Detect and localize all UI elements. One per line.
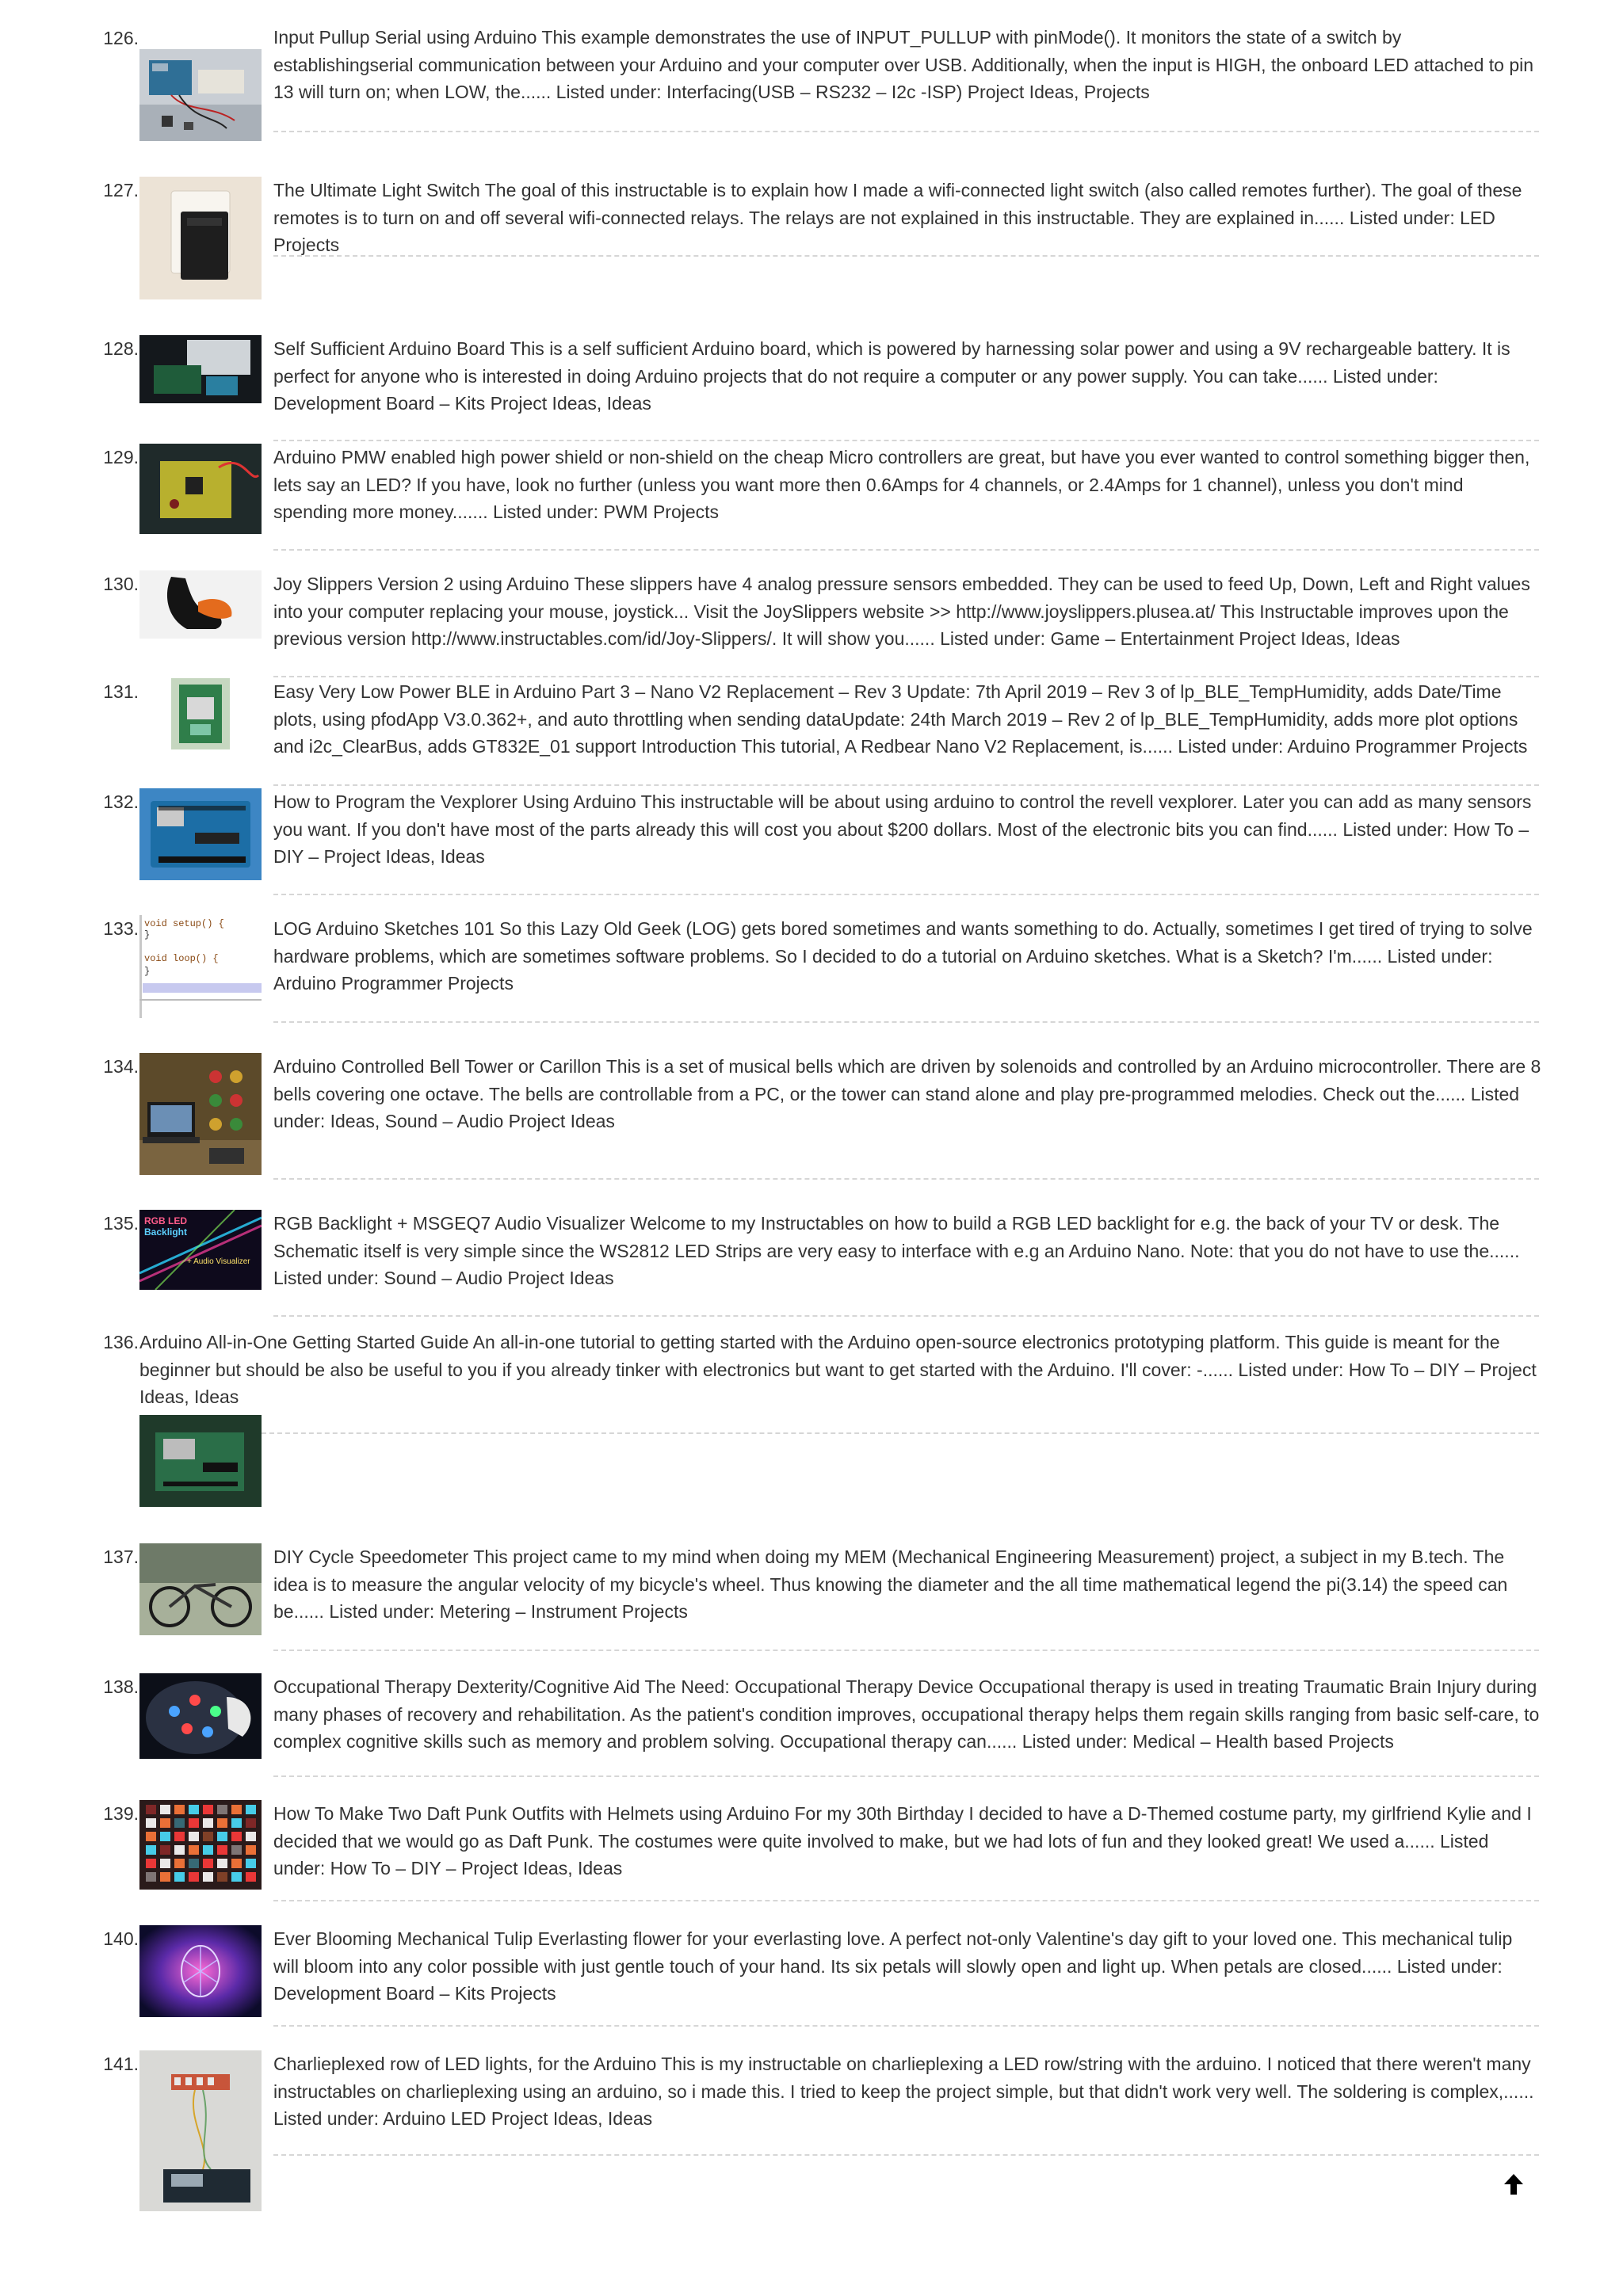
thumbnail-solar-board[interactable] xyxy=(139,335,262,403)
led-cell xyxy=(160,1832,170,1841)
code-line: } xyxy=(144,966,151,977)
led-cell xyxy=(189,1872,199,1882)
led-cell xyxy=(231,1832,242,1841)
thumbnail-nano-ble[interactable] xyxy=(171,678,230,749)
led-cell xyxy=(246,1859,256,1868)
led-cell xyxy=(189,1832,199,1841)
item-number: 127. xyxy=(103,180,139,200)
led-cell xyxy=(203,1872,213,1882)
item-number: 135. xyxy=(103,1213,139,1234)
item-description[interactable]: Occupational Therapy Dexterity/Cognitive Aid The Need: Occupational Therapy Device Occupational therapy is used in treating Traumatic Brain Injury during many phases of recovery and rehabilitation. As the patient's condition improves, occupational therapy helps them regain skills ranging from basic self-care, to complex cognitive skills such as memory and problem solving. Occupational therapy can...... Listed under: Medical – Health based Projects xyxy=(273,1676,1540,1752)
thumbnail-rgb-visualizer[interactable] xyxy=(139,1210,262,1290)
thumb-label: + Audio Visualizer xyxy=(187,1257,250,1266)
item-number: 138. xyxy=(103,1676,139,1697)
separator xyxy=(273,676,1539,677)
item-description[interactable]: RGB Backlight + MSGEQ7 Audio Visualizer Welcome to my Instructables on how to build a RGB LED backlight for e.g. the back of your TV or desk. The Schematic itself is very simple since the WS2812 LED Strips are very easy to interface with e.g an Arduino Nano. Note: that you do not have to use the...... Listed under: Sound – Audio Project Ideas xyxy=(273,1213,1520,1288)
led-cell xyxy=(160,1845,170,1855)
item-number: 140. xyxy=(103,1928,139,1949)
led-cell xyxy=(217,1818,227,1828)
led-cell xyxy=(203,1845,213,1855)
led-cell xyxy=(174,1818,185,1828)
led-cell xyxy=(231,1845,242,1855)
led-cell xyxy=(174,1872,185,1882)
item-description[interactable]: Input Pullup Serial using Arduino This example demonstrates the use of INPUT_PULLUP with pinMode(). It monitors the state of a switch by establishingserial communication between your Arduino and your computer over USB. Additionally, when the input is HIGH, the onboard LED attached to pin 13 will turn on; when LOW, the...... Listed under: Interfacing(USB – RS232 – I2c -ISP) Project Ideas, Projects xyxy=(273,27,1534,102)
separator xyxy=(273,131,1539,132)
separator xyxy=(273,1315,1539,1317)
led-cell xyxy=(246,1818,256,1828)
led-cell xyxy=(217,1805,227,1814)
thumbnail-arduino-guide[interactable] xyxy=(139,1415,262,1507)
thumbnail-bell-tower[interactable] xyxy=(139,1053,262,1175)
item-number: 134. xyxy=(103,1056,139,1077)
separator xyxy=(273,255,1539,257)
item-description[interactable]: The Ultimate Light Switch The goal of this instructable is to explain how I made a wifi-connected light switch (also called remotes further). The goal of these remotes is to turn on and off several wifi-connected relays. The relays are not explained in this instructable. They are explained in...... Listed under: LED Projects xyxy=(273,180,1522,255)
item-number: 128. xyxy=(103,338,139,359)
thumbnail-light-switch[interactable] xyxy=(139,177,262,299)
item-number: 139. xyxy=(103,1803,139,1824)
item-description[interactable]: Arduino Controlled Bell Tower or Carillon This is a set of musical bells which are driven by solenoids and controlled by an Arduino microcontroller. There are 8 bells covering one octave. The bells are controllable from a PC, or the tower can stand alone and play pre-programmed melodies. Check out the...... Listed under: Ideas, Sound – Audio Project Ideas xyxy=(273,1056,1541,1131)
item-description[interactable]: Self Sufficient Arduino Board This is a self sufficient Arduino board, which is powered by harnessing solar power and using a 9V rechargeable battery. It is perfect for anyone who is interested in doing Arduino projects that do not require a computer or any power supply. You can take...... Listed under: Development Board – Kits Project Ideas, Ideas xyxy=(273,338,1510,414)
led-cell xyxy=(146,1872,156,1882)
item-description[interactable]: DIY Cycle Speedometer This project came to my mind when doing my MEM (Mechanical Engineering Measurement) project, a subject in my B.tech. The idea is to measure the angular velocity of my bicycle's wheel. Thus knowing the diameter and the all time mathematical legend the pi(3.14) the speed can be...... Listed under: Metering – Instrument Projects xyxy=(273,1547,1508,1622)
separator xyxy=(273,1178,1539,1180)
code-line: void setup() { xyxy=(144,918,224,929)
item-description[interactable]: LOG Arduino Sketches 101 So this Lazy Old Geek (LOG) gets bored sometimes and wants something to do. Actually, sometimes I get tired of trying to solve hardware problems, which are sometimes software problems. So I decided to do a tutorial on Arduino sketches. What is a Sketch? I'm...... Listed under: Arduino Programmer Projects xyxy=(273,918,1533,994)
led-cell xyxy=(160,1859,170,1868)
thumbnail-breadboard[interactable] xyxy=(139,49,262,141)
arrow-up-icon xyxy=(1500,2171,1527,2198)
led-cell xyxy=(146,1818,156,1828)
item-number: 132. xyxy=(103,791,139,812)
led-cell xyxy=(231,1818,242,1828)
led-cell xyxy=(189,1859,199,1868)
item-number: 136. xyxy=(103,1332,139,1352)
thumbnail-arduino-uno[interactable] xyxy=(139,788,262,880)
thumbnail-charlieplex[interactable] xyxy=(139,2050,262,2211)
scroll-to-top-button[interactable] xyxy=(1500,2171,1527,2198)
item-number: 131. xyxy=(103,681,139,702)
led-cell xyxy=(174,1805,185,1814)
separator xyxy=(273,549,1539,551)
code-line: } xyxy=(144,929,151,940)
item-description[interactable]: How To Make Two Daft Punk Outfits with Helmets using Arduino For my 30th Birthday I decided to have a D-Themed costume party, my girlfriend Kylie and I decided that we would go as Daft Punk. The costumes were quite involved to make, but we had lots of fun and they looked great! We used a...... Listed under: How To – DIY – Project Ideas, Ideas xyxy=(273,1803,1532,1878)
led-cell xyxy=(203,1818,213,1828)
led-cell xyxy=(160,1818,170,1828)
thumbnail-bicycle[interactable] xyxy=(139,1543,262,1635)
led-cell xyxy=(246,1872,256,1882)
separator xyxy=(273,894,1539,895)
led-cell xyxy=(160,1805,170,1814)
led-cell xyxy=(246,1845,256,1855)
thumbnail-tulip[interactable] xyxy=(139,1925,262,2017)
separator xyxy=(262,1432,1539,1434)
led-cell xyxy=(146,1845,156,1855)
item-number: 129. xyxy=(103,447,139,467)
thumbnail-therapy-aid[interactable] xyxy=(139,1673,262,1759)
led-cell xyxy=(246,1832,256,1841)
led-cell xyxy=(217,1845,227,1855)
thumb-label: RGB LED xyxy=(144,1215,187,1226)
led-cell xyxy=(160,1872,170,1882)
led-cell xyxy=(146,1832,156,1841)
item-number: 133. xyxy=(103,918,139,939)
item-description[interactable]: Easy Very Low Power BLE in Arduino Part 3 – Nano V2 Replacement – Rev 3 Update: 7th April 2019 – Rev 3 of lp_BLE_TempHumidity, adds Date/Time plots, using pfodApp V3.0.362+, and auto throttling when sending dataUpdate: 24th March 2019 – Rev 2 of lp_BLE_TempHumidity, adds more plot options and i2c_ClearBus, adds GT832E_01 support Introduction This tutorial, A Redbear Nano V2 Replacement, is...... Listed under: Arduino Programmer Projects xyxy=(273,681,1528,757)
item-number: 137. xyxy=(103,1547,139,1567)
item-number: 126. xyxy=(103,28,139,48)
led-cell xyxy=(203,1859,213,1868)
thumbnail-joy-slippers[interactable] xyxy=(139,570,262,639)
item-description[interactable]: Charlieplexed row of LED lights, for the Arduino This is my instructable on charlieplexing a LED row/string with the arduino. I noticed that there weren't many instructables on charlieplexing using an arduino, so i made this. I tried to keep the project simple, but that didn't work very well. The soldering is complex,...... Listed under: Arduino LED Project Ideas, Ideas xyxy=(273,2054,1534,2129)
separator xyxy=(273,2154,1539,2156)
led-cell xyxy=(217,1832,227,1841)
led-cell xyxy=(231,1872,242,1882)
led-cell xyxy=(203,1832,213,1841)
led-cell xyxy=(203,1805,213,1814)
item-description[interactable]: Ever Blooming Mechanical Tulip Everlasting flower for your everlasting love. A perfect not-only Valentine's day gift to your loved one. This mechanical tulip will bloom into any color possible with just gentle touch of your hand. Its six petals will slowly open and light up. When petals are closed...... Listed under: Development Board – Kits Projects xyxy=(273,1928,1513,2004)
thumbnail-daft-punk[interactable] xyxy=(139,1800,262,1890)
led-cell xyxy=(217,1872,227,1882)
led-cell xyxy=(174,1832,185,1841)
item-number: 141. xyxy=(103,2054,139,2074)
led-cell xyxy=(189,1845,199,1855)
led-cell xyxy=(174,1845,185,1855)
separator xyxy=(273,1650,1539,1651)
thumb-label: Backlight xyxy=(144,1226,188,1238)
item-description[interactable]: Arduino All-in-One Getting Started Guide An all-in-one tutorial to getting started with the Arduino open-source electronics prototyping platform. This guide is meant for the beginner but should be also be useful to you if you already tinker with electronics but want to get started with the Arduino. I'll cover: -...... Listed under: How To – DIY – Project Ideas, Ideas xyxy=(139,1332,1537,1407)
separator xyxy=(273,784,1539,786)
led-cell xyxy=(189,1818,199,1828)
separator xyxy=(273,440,1539,441)
code-line: void loop() { xyxy=(144,953,219,964)
item-description[interactable]: How to Program the Vexplorer Using Arduino This instructable will be about using arduino to control the revell vexplorer. Later you can add as many sensors you want. If you don't have most of the parts already this will cost you about $200 dollars. Most of the electronic bits you can find...... Listed under: How To – DIY – Project Ideas, Ideas xyxy=(273,791,1532,867)
item-description[interactable]: Arduino PMW enabled high power shield or non-shield on the cheap Micro controllers are great, but have you ever wanted to control something bigger then, lets say an LED? If you have, look no further (unless you want more then 0.6Amps for 4 channels, or 2.4Amps for 1 channel), unless you don't mind spending more money....... Listed under: PWM Projects xyxy=(273,447,1530,522)
thumbnail-sketch-code[interactable] xyxy=(139,915,262,1018)
led-cell xyxy=(146,1859,156,1868)
separator xyxy=(273,2025,1539,2027)
led-cell xyxy=(217,1859,227,1868)
led-cell xyxy=(231,1805,242,1814)
thumbnail-pwm-shield[interactable] xyxy=(139,444,262,534)
separator xyxy=(273,1900,1539,1901)
led-cell xyxy=(146,1805,156,1814)
led-cell xyxy=(246,1805,256,1814)
led-cell xyxy=(174,1859,185,1868)
separator xyxy=(273,1775,1539,1777)
led-cell xyxy=(189,1805,199,1814)
separator xyxy=(273,1021,1539,1023)
led-cell xyxy=(231,1859,242,1868)
item-description[interactable]: Joy Slippers Version 2 using Arduino These slippers have 4 analog pressure sensors embedded. They can be used to feed Up, Down, Left and Right values into your computer replacing your mouse, joystick... Visit the JoySlippers website >> http://www.joyslippers.plusea.at/ This Instructable improves upon the previous version http://www.instructables.com/id/Joy-Slippers/. It will show you...... Listed under: Game – Entertainment Project Ideas, Ideas xyxy=(273,574,1530,649)
item-number: 130. xyxy=(103,574,139,594)
